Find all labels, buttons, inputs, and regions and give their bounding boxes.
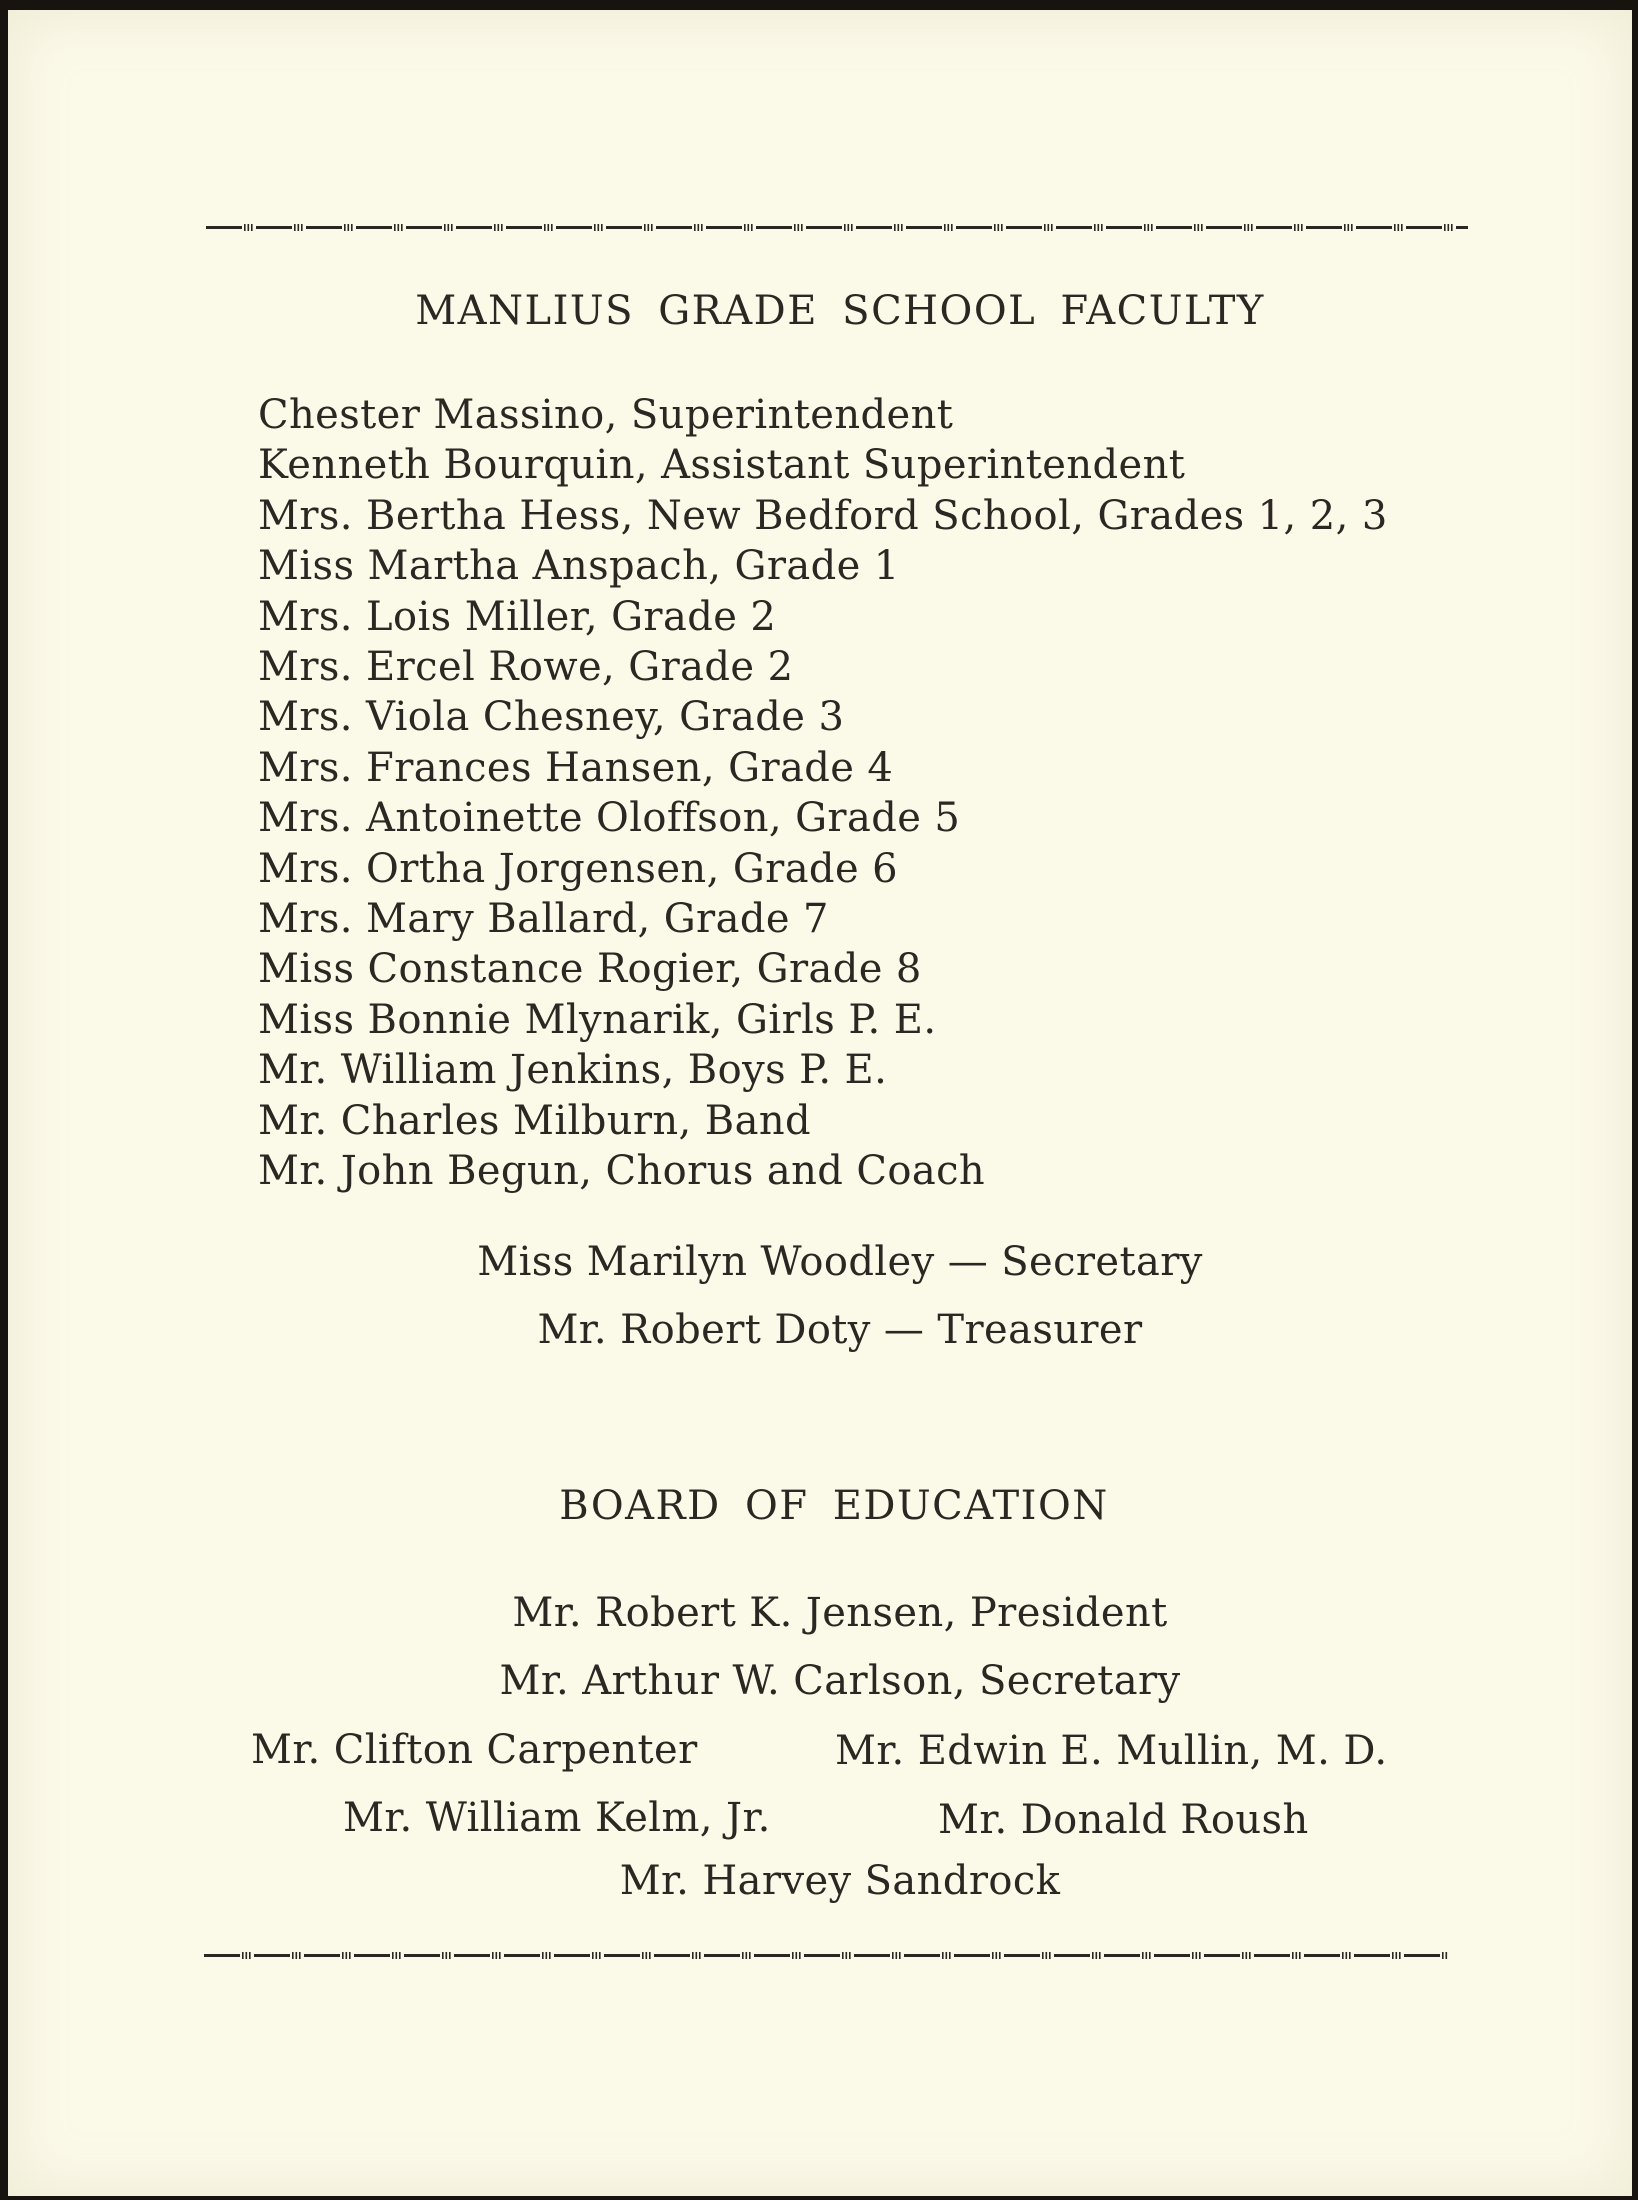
faculty-member: Mrs. Frances Hansen, Grade 4	[258, 744, 894, 791]
faculty-treasurer: Mr. Robert Doty — Treasurer	[537, 1307, 1143, 1353]
faculty-member: Mrs. Ercel Rowe, Grade 2	[258, 644, 794, 691]
faculty-member: Miss Martha Anspach, Grade 1	[258, 543, 900, 590]
board-member: Mr. Harvey Sandrock	[619, 1858, 1061, 1904]
decorative-rule-top	[206, 223, 1468, 231]
board-president: Mr. Robert K. Jensen, President	[512, 1590, 1168, 1636]
faculty-member: Miss Bonnie Mlynarik, Girls P. E.	[258, 996, 937, 1043]
faculty-list	[258, 390, 1388, 1197]
board-secretary: Mr. Arthur W. Carlson, Secretary	[499, 1658, 1181, 1704]
faculty-member: Mr. Charles Milburn, Band	[258, 1097, 811, 1144]
faculty-member: Mr. William Jenkins, Boys P. E.	[258, 1047, 888, 1094]
faculty-member: Mrs. Mary Ballard, Grade 7	[258, 896, 829, 943]
faculty-member: Miss Constance Rogier, Grade 8	[258, 946, 922, 993]
program-page	[8, 10, 1632, 2196]
board-member: Mr. Donald Roush	[938, 1797, 1309, 1843]
faculty-member: Mrs. Antoinette Oloffson, Grade 5	[258, 795, 961, 842]
faculty-member: Chester Massino, Superintendent	[258, 392, 954, 438]
faculty-member: Mrs. Lois Miller, Grade 2	[258, 593, 777, 640]
board-member: Mr. Edwin E. Mullin, M. D.	[835, 1728, 1388, 1774]
faculty-secretary: Miss Marilyn Woodley — Secretary	[477, 1239, 1203, 1285]
faculty-member: Mrs. Viola Chesney, Grade 3	[258, 694, 845, 741]
faculty-member: Mr. John Begun, Chorus and Coach	[258, 1148, 986, 1195]
board-heading: BOARD OF EDUCATION	[559, 1483, 1109, 1529]
faculty-member: Mrs. Bertha Hess, New Bedford School, Grades 1, 2, 3	[258, 492, 1388, 539]
faculty-heading: MANLIUS GRADE SCHOOL FACULTY	[415, 288, 1265, 334]
faculty-member: Kenneth Bourquin, Assistant Superintendent	[258, 442, 1186, 489]
faculty-member: Mrs. Ortha Jorgensen, Grade 6	[258, 845, 898, 892]
board-member: Mr. William Kelm, Jr.	[343, 1795, 771, 1841]
decorative-rule-bottom	[204, 1951, 1448, 1959]
board-member: Mr. Clifton Carpenter	[251, 1727, 698, 1773]
